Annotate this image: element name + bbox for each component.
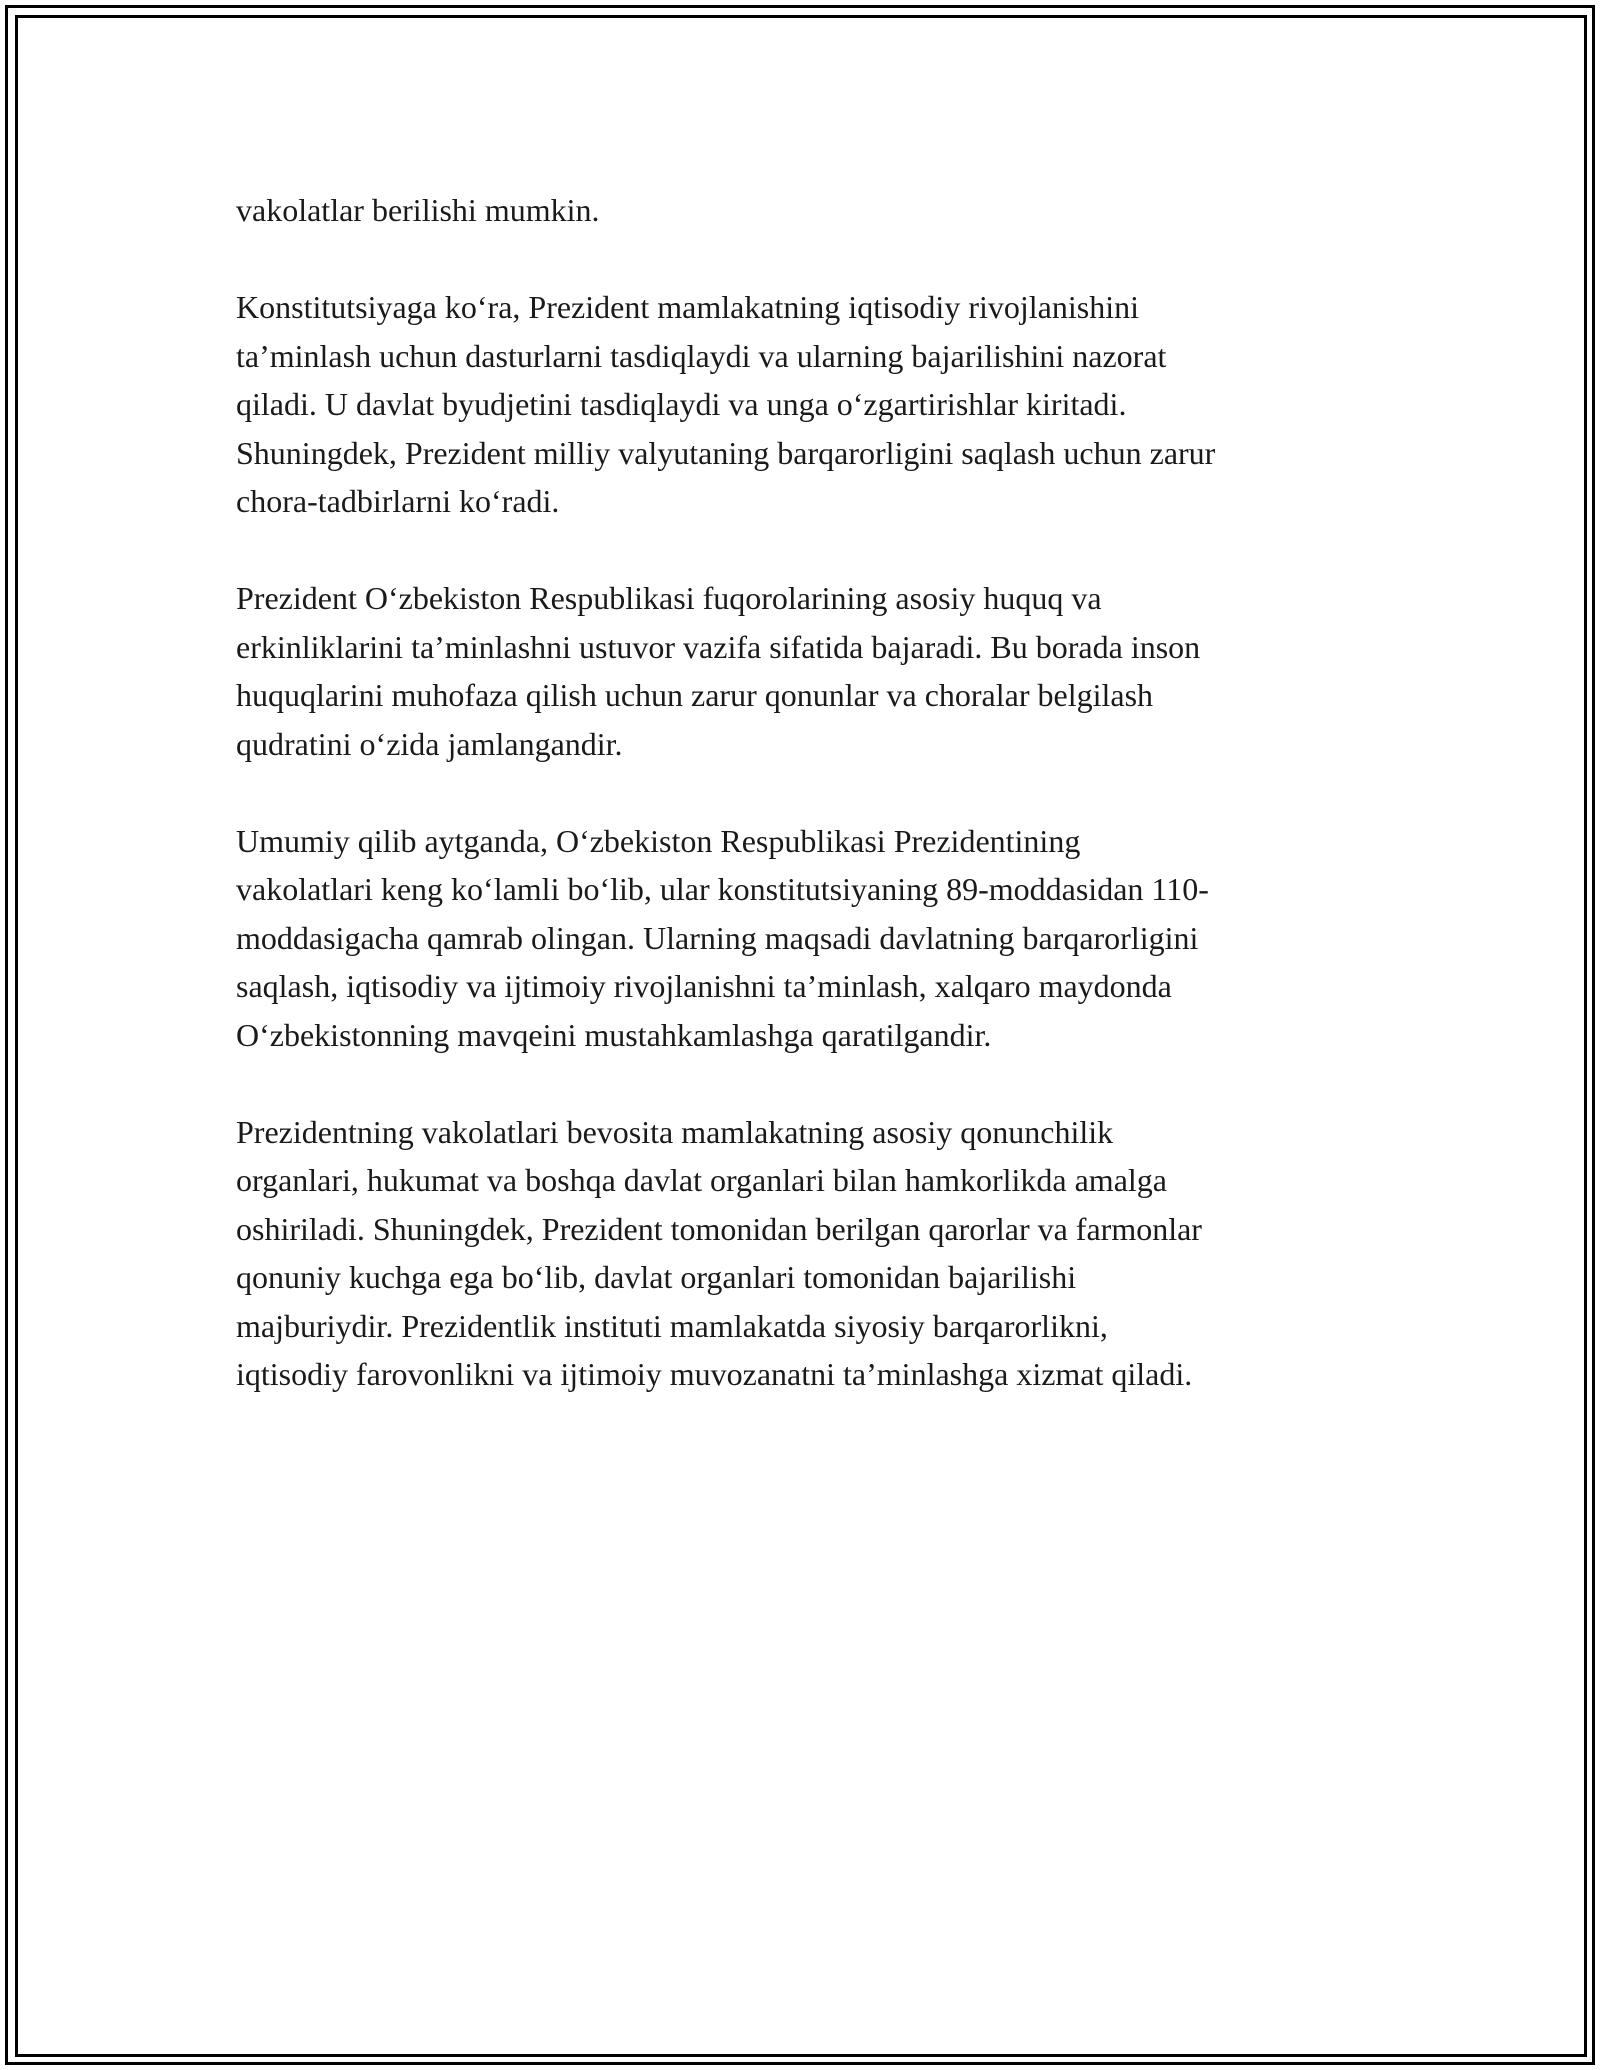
text-line: huquqlarini muhofaza qilish uchun zarur qonunlar va choralar belgilash (236, 677, 1154, 713)
text-line: erkinliklarini ta’minlashni ustuvor vazifa sifatida bajaradi. Bu borada inson (236, 628, 1201, 665)
text-line: Prezidentning vakolatlari bevosita mamlakatning asosiy qonunchilik (236, 1113, 1114, 1150)
text-line: moddasigacha qamrab olingan. Ularning maqsadi davlatning barqarorligini (236, 919, 1199, 956)
text-line: Umumiy qilib aytganda, O‘zbekiston Respublikasi Prezidentining (236, 822, 1081, 859)
text-line: qonuniy kuchga ega bo‘lib, davlat organlari tomonidan bajarilishi (236, 1259, 1077, 1295)
text-line: qiladi. U davlat byudjetini tasdiqlaydi va unga o‘zgartirishlar kiritadi. (236, 386, 1127, 422)
text-line: saqlash, iqtisodiy va ijtimoiy rivojlanishni ta’minlash, xalqaro maydonda (236, 968, 1172, 1004)
text-line: Prezident O‘zbekiston Respublikasi fuqorolarining asosiy huquq va (236, 580, 1102, 616)
text-line: ta’minlash uchun dasturlarni tasdiqlaydi va ularning bajarilishini nazorat (236, 337, 1167, 374)
paragraph-4 (236, 817, 1366, 1060)
paragraph-gap (236, 235, 1366, 284)
document-body (236, 186, 1366, 1399)
text-line: qudratini o‘zida jamlangandir. (236, 725, 623, 762)
paragraph-3 (236, 574, 1366, 768)
paragraph-2 (236, 283, 1366, 526)
text-line: Konstitutsiyaga ko‘ra, Prezident mamlakatning iqtisodiy rivojlanishini (236, 289, 1139, 325)
paragraph-gap (236, 768, 1366, 817)
text-line: organlari, hukumat va boshqa davlat organlari bilan hamkorlikda amalga (236, 1162, 1167, 1198)
text-line: oshiriladi. Shuningdek, Prezident tomonidan berilgan qarorlar va farmonlar (236, 1210, 1202, 1247)
text-line: majburiydir. Prezidentlik instituti mamlakatda siyosiy barqarorlikni, (236, 1307, 1108, 1344)
text-line: iqtisodiy farovonlikni va ijtimoiy muvozanatni ta’minlashga xizmat qiladi. (236, 1356, 1193, 1392)
text-line: chora-tadbirlarni ko‘radi. (236, 483, 560, 519)
text-line: O‘zbekistonning mavqeini mustahkamlashga qaratilgandir. (236, 1016, 992, 1053)
paragraph-1 (236, 186, 1366, 235)
paragraph-gap (236, 526, 1366, 575)
text-line: vakolatlar berilishi mumkin. (236, 192, 600, 228)
text-line: Shuningdek, Prezident milliy valyutaning barqarorligini saqlash uchun zarur (236, 434, 1216, 471)
paragraph-gap (236, 1059, 1366, 1108)
text-line: vakolatlari keng ko‘lamli bo‘lib, ular konstitutsiyaning 89-moddasidan 110- (236, 871, 1209, 907)
paragraph-5 (236, 1108, 1366, 1399)
